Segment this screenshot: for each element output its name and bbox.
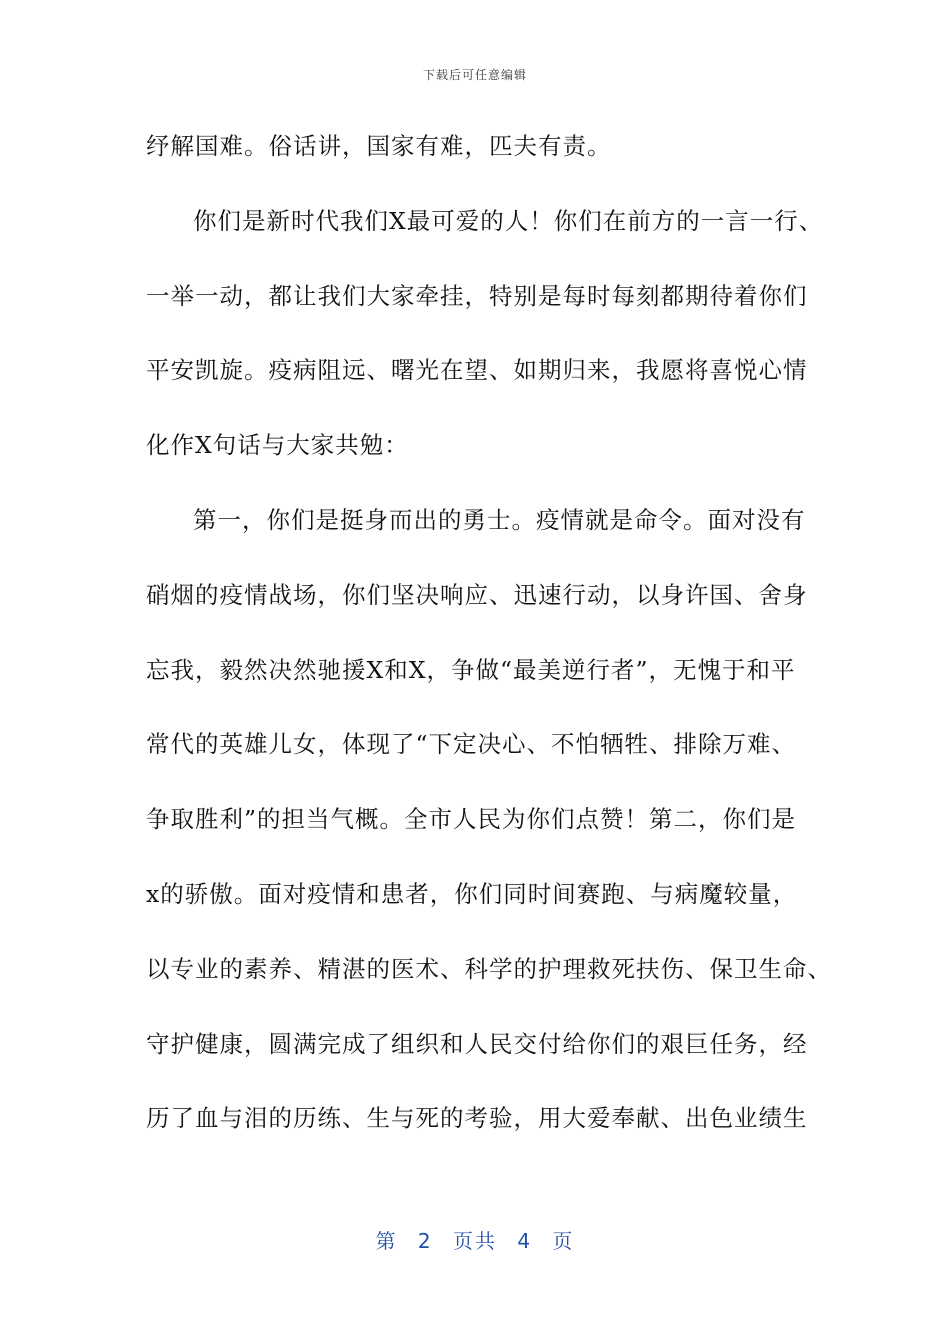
text-line: 常代的英雄儿女，体现了“下定决心、不怕牺牲、排除万难、 bbox=[146, 730, 797, 759]
text-line: 忘我，毅然决然驰援X和X，争做“最美逆行者”，无愧于和平 bbox=[146, 655, 796, 684]
text-line: 一举一动，都让我们大家牵挂，特别是每时每刻都期待着你们 bbox=[146, 281, 808, 310]
text-line: 争取胜利”的担当气概。全市人民为你们点赞！第二，你们是 bbox=[146, 805, 797, 834]
text-line: 守护健康，圆满完成了组织和人民交付给你们的艰巨任务，经 bbox=[146, 1029, 808, 1058]
document-body bbox=[146, 121, 832, 1168]
text-line: 纾解国难。俗话讲，国家有难，匹夫有责。 bbox=[146, 132, 612, 160]
text-line: x的骄傲。面对疫情和患者，你们同时间赛跑、与病魔较量， bbox=[146, 879, 798, 908]
text-line: 以专业的素养、精湛的医术、科学的护理救死扶伤、保卫生命、 bbox=[146, 954, 832, 983]
text-line: 硝烟的疫情战场，你们坚决响应、迅速行动，以身许国、舍身 bbox=[146, 580, 808, 609]
text-line: 第一，你们是挺身而出的勇士。疫情就是命令。面对没有 bbox=[193, 505, 806, 534]
text-line: 历了血与泪的历练、生与死的考验，用大爱奉献、出色业绩生 bbox=[146, 1104, 808, 1133]
text-line: 化作X句话与大家共勉： bbox=[146, 431, 409, 460]
page-number: 第 2 页共 4 页 bbox=[375, 1229, 575, 1253]
text-line: 平安凯旋。疫病阻远、曙光在望、如期归来，我愿将喜悦心情 bbox=[146, 356, 808, 385]
header-note: 下载后可任意编辑 bbox=[422, 68, 527, 82]
text-line: 你们是新时代我们X最可爱的人！你们在前方的一言一行、 bbox=[193, 206, 824, 235]
